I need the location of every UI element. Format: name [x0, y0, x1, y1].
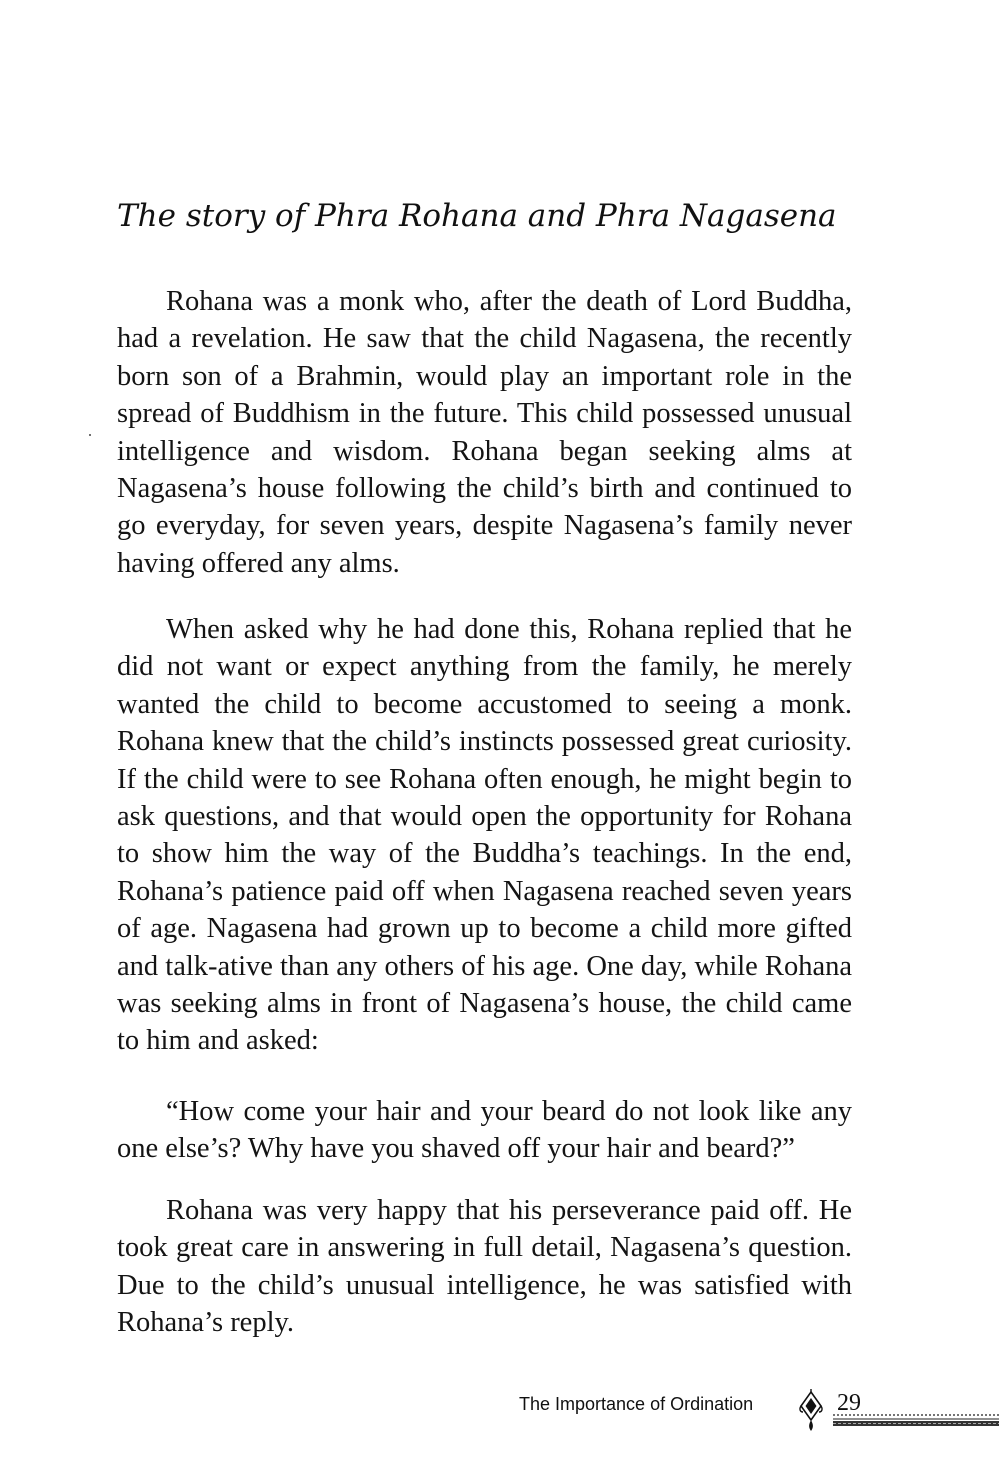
- lotus-ornament-icon: [798, 1389, 824, 1433]
- footer-rule: [833, 1414, 999, 1426]
- section-title: The story of Phra Rohana and Phra Nagasena: [117, 198, 837, 234]
- page-number: 29: [837, 1390, 861, 1416]
- running-title: The Importance of Ordination: [519, 1394, 754, 1414]
- scan-speck: [89, 434, 91, 436]
- page-footer: [519, 1389, 1000, 1459]
- paragraph-rohana-revelation: Rohana was a monk who, after the death of Lord Buddha, had a revelation. He saw that the child Nagasena, the recently born son of a Brahmin, would play an important role in the spread of Buddhism in the future. This child possessed unusual intelligence and wisdom. Rohana began seeking alms at Nagasena’s house following the child’s birth and continued to go everyday, for seven years, despite Nagasena’s family never having offered any alms.: [117, 286, 852, 579]
- paragraph-rohana-reply: Rohana was very happy that his perseverance paid off. He took great care in answering in full detail, Nagasena’s question. Due to the child’s unusual intelligence, he was satisfied with Rohana’s reply.: [117, 1195, 852, 1339]
- paragraph-nagasena-question: “How come your hair and your beard do not look like any one else’s? Why have you shaved off your hair and beard?”: [117, 1096, 852, 1165]
- paragraph-rohana-patience: When asked why he had done this, Rohana replied that he did not want or expect anything from the family, he merely wanted the child to become accustomed to seeing a monk. Rohana knew that the child’s instincts possessed great curiosity. If the child were to see Rohana often enough, he might begin to ask questions, and that would open the opportunity for Rohana to show him the way of the Buddha’s teachings. In the end, Rohana’s patience paid off when Nagasena reached seven years of age. Nagasena had grown up to become a child more gifted and talk-ative than any others of his age. One day, while Rohana was seeking alms in front of Nagasena’s house, the child came to him and asked:: [117, 614, 852, 1057]
